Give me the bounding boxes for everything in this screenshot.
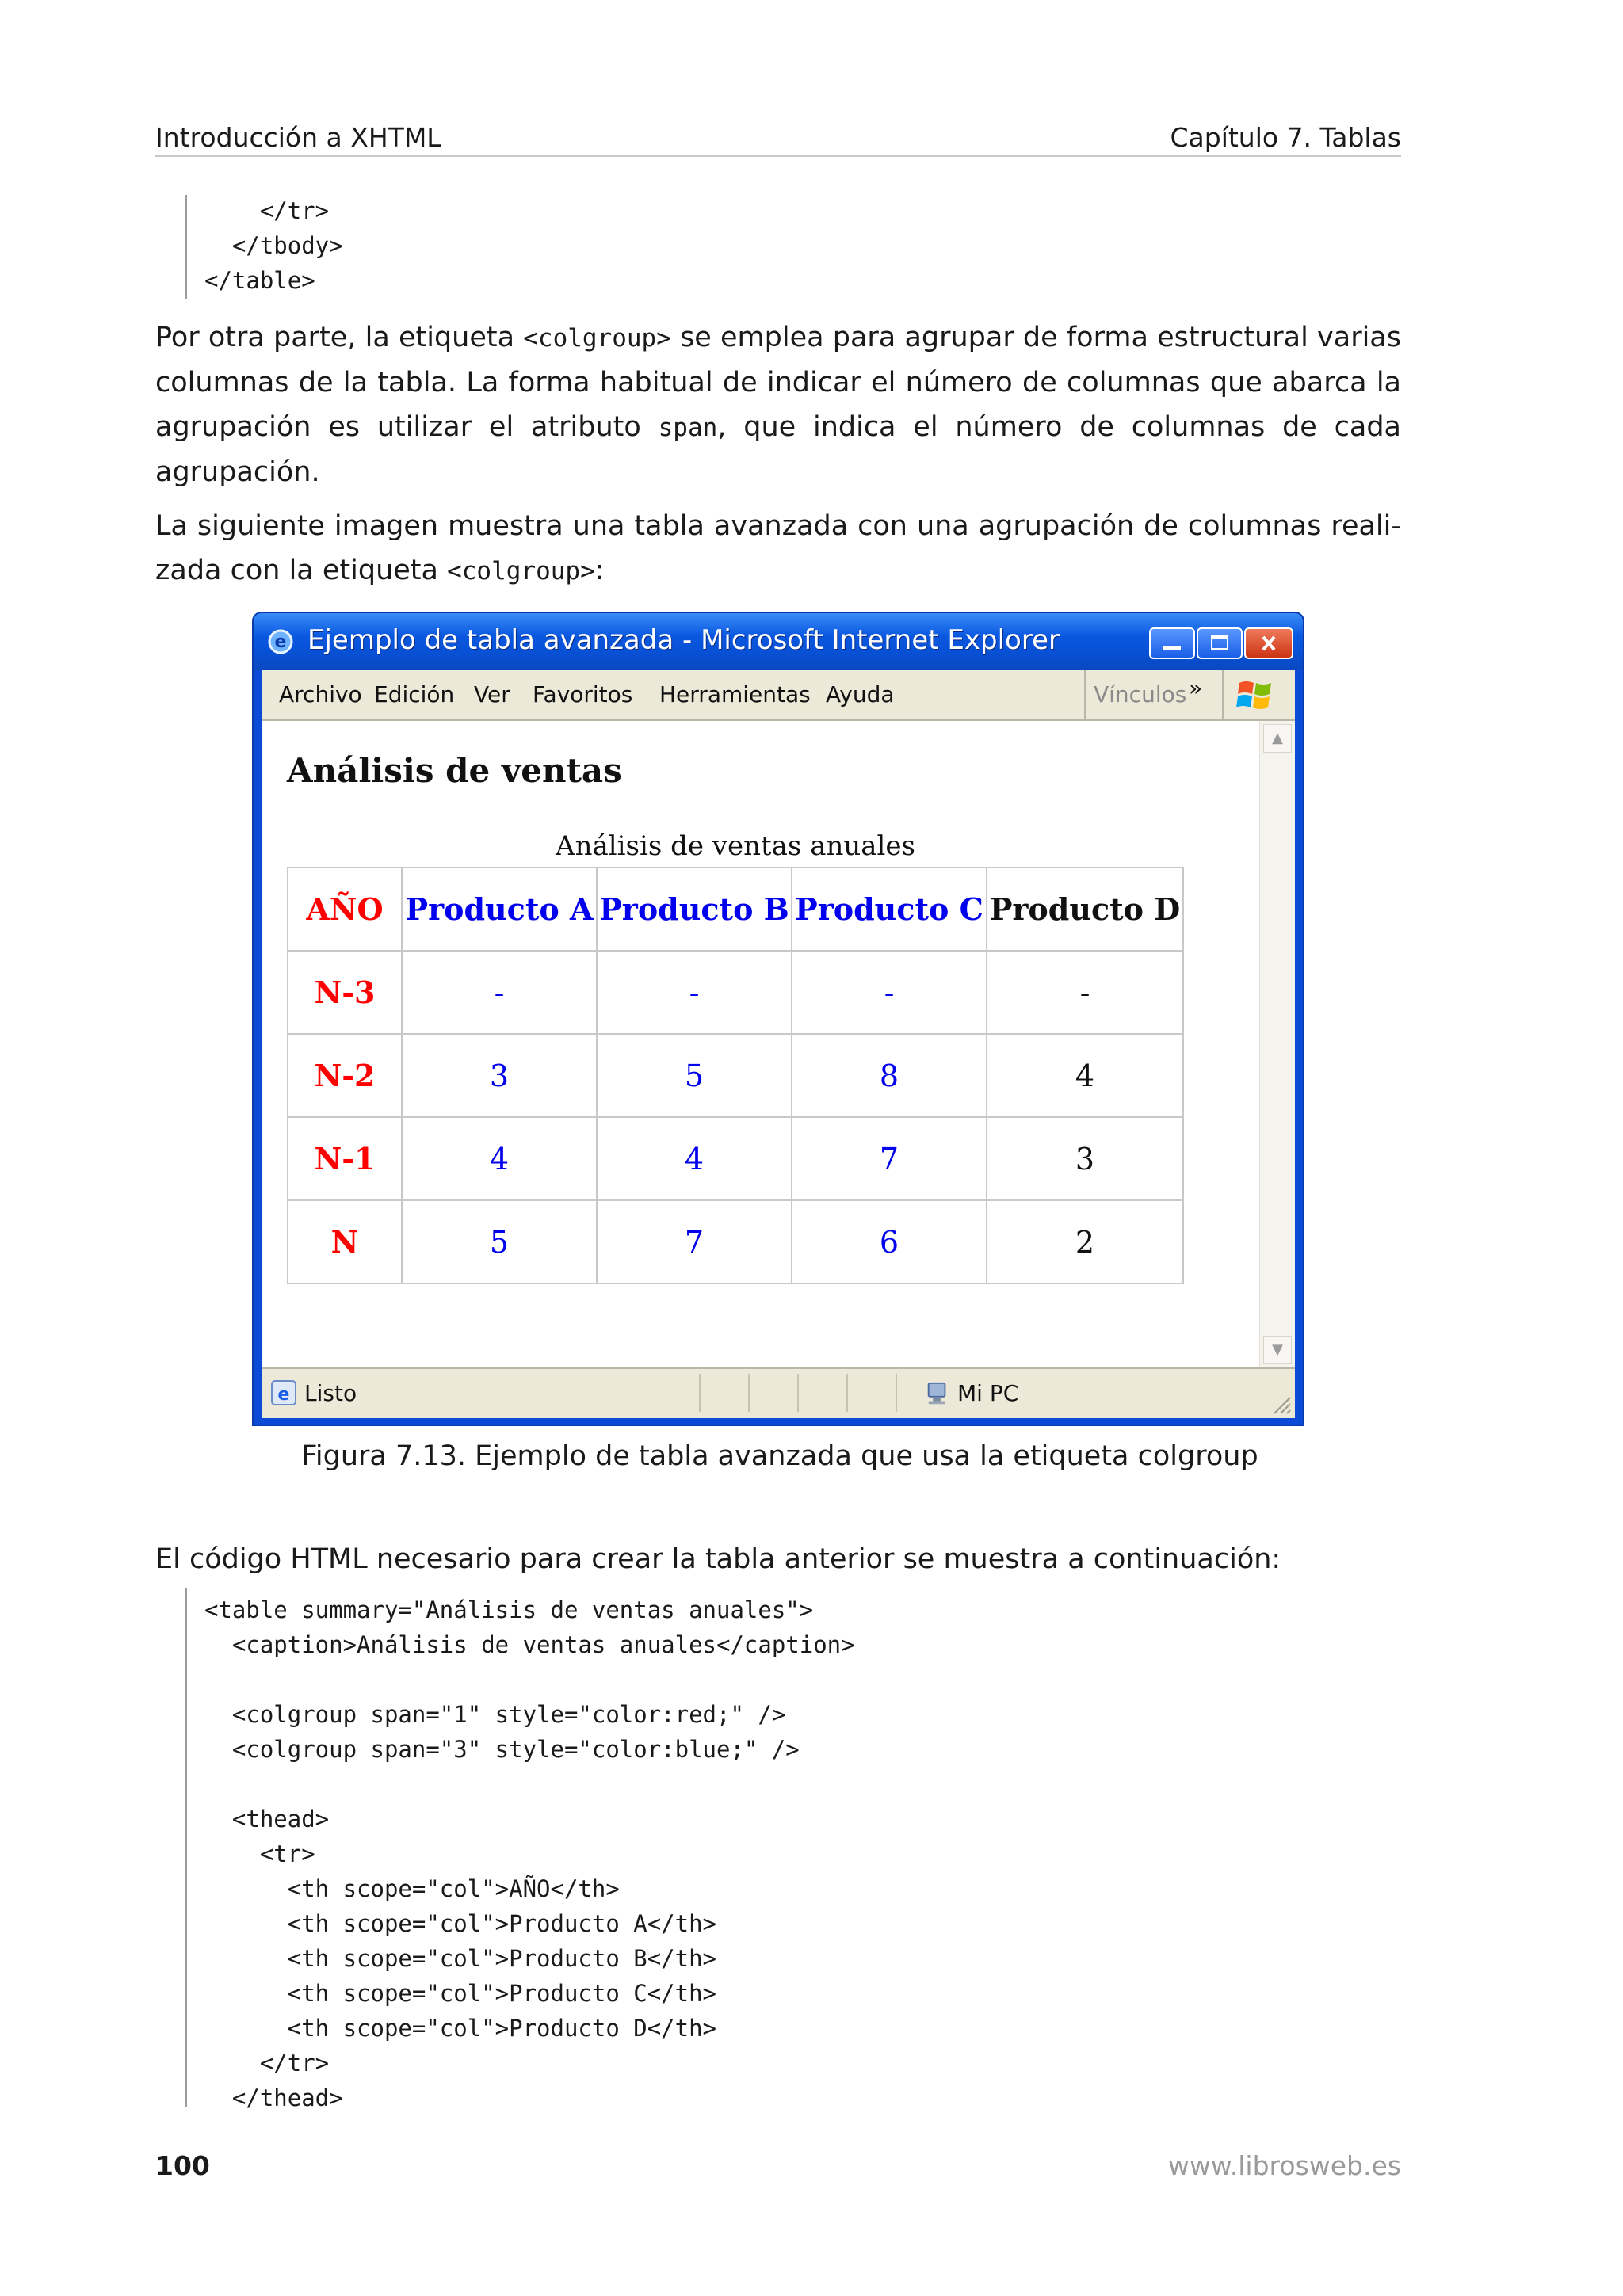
minimize-button[interactable] xyxy=(1149,627,1195,659)
menu-favoritos[interactable]: Favoritos xyxy=(533,681,633,707)
para-line: zada con la etiqueta <colgroup>: xyxy=(155,555,605,586)
paragraph-colgroup-intro xyxy=(155,315,1401,494)
running-header-chapter: Capítulo 7. Tablas xyxy=(1170,122,1401,153)
code-line: </tr> xyxy=(204,2050,330,2077)
table-cell: - xyxy=(987,951,1183,1034)
para-line: columnas de la tabla. La forma habitual de indicar el número de columnas que abarca la xyxy=(155,367,1401,399)
table-cell: - xyxy=(402,951,597,1034)
status-divider xyxy=(896,1374,897,1412)
code-block-top xyxy=(185,195,663,299)
menu-ayuda[interactable]: Ayuda xyxy=(826,681,895,707)
resize-grip-icon[interactable] xyxy=(1268,1391,1292,1415)
code-line: </table> xyxy=(204,267,315,294)
windows-logo-icon xyxy=(1235,675,1276,715)
menu-ver[interactable]: Ver xyxy=(474,681,510,707)
computer-icon xyxy=(924,1380,951,1407)
table-cell: 6 xyxy=(792,1200,987,1283)
status-divider xyxy=(699,1374,701,1412)
table-cell: 7 xyxy=(792,1117,987,1200)
links-label: Vínculos xyxy=(1094,681,1187,707)
para-line: Por otra parte, la etiqueta <colgroup> se emplea para agrupar de forma estructural varias xyxy=(155,322,1401,353)
code-line: <th scope="col">Producto A</th> xyxy=(204,1910,717,1937)
table-row xyxy=(288,1034,1183,1117)
status-text: Listo xyxy=(304,1380,357,1406)
code-line: <thead> xyxy=(204,1806,330,1833)
para-line: agrupación es utilizar el atributo span, que indica el número de columnas de cada xyxy=(155,411,1402,443)
code-line: </tr> xyxy=(204,197,330,224)
code-line: <th scope="col">Producto D</th> xyxy=(204,2015,717,2042)
links-toolbar[interactable] xyxy=(1084,670,1224,719)
footer-url: www.librosweb.es xyxy=(1167,2150,1401,2181)
browser-window xyxy=(252,612,1304,1426)
vertical-scrollbar[interactable] xyxy=(1259,721,1295,1367)
table-cell: 8 xyxy=(792,1034,987,1117)
table-caption: Análisis de ventas anuales xyxy=(556,830,915,862)
close-button[interactable] xyxy=(1244,627,1293,659)
column-header: Producto C xyxy=(792,868,987,951)
table-cell: 4 xyxy=(597,1117,792,1200)
browser-statusbar xyxy=(262,1367,1295,1418)
table-cell: 5 xyxy=(402,1200,597,1283)
code-line: <colgroup span="3" style="color:blue;" /> xyxy=(204,1736,800,1763)
close-icon xyxy=(1246,629,1292,658)
menu-archivo[interactable]: Archivo xyxy=(279,681,362,707)
column-header: Producto B xyxy=(597,868,792,951)
table-header-row xyxy=(288,868,1183,951)
sales-table xyxy=(287,867,1184,1284)
code-line: <table summary="Análisis de ventas anuales"> xyxy=(204,1596,814,1623)
code-line: <tr> xyxy=(204,1840,315,1867)
column-header: Producto A xyxy=(402,868,597,951)
code-line: <th scope="col">AÑO</th> xyxy=(204,1875,620,1902)
browser-menubar xyxy=(262,670,1295,721)
ie-logo-icon xyxy=(266,627,295,656)
table-cell: 4 xyxy=(402,1117,597,1200)
table-row xyxy=(288,1117,1183,1200)
table-cell: 4 xyxy=(987,1034,1183,1117)
table-cell: 5 xyxy=(597,1034,792,1117)
status-divider xyxy=(748,1374,750,1412)
column-header: AÑO xyxy=(288,868,402,951)
chevron-right-icon[interactable]: » xyxy=(1189,675,1203,701)
table-cell: 3 xyxy=(987,1117,1183,1200)
paragraph-code-intro: El código HTML necesario para crear la tabla anterior se muestra a continuación: xyxy=(155,1543,1281,1575)
scroll-up-button[interactable]: ▲ xyxy=(1263,724,1292,753)
table-cell: 3 xyxy=(402,1034,597,1117)
svg-text:e: e xyxy=(274,632,287,652)
svg-text:e: e xyxy=(277,1385,290,1405)
code-block-bottom xyxy=(185,1588,1138,2111)
code-line: </thead> xyxy=(204,2084,343,2111)
menu-herramientas[interactable]: Herramientas xyxy=(659,681,811,707)
browser-viewport xyxy=(262,721,1295,1367)
code-line: <th scope="col">Producto C</th> xyxy=(204,1980,717,2007)
maximize-button[interactable] xyxy=(1197,627,1243,659)
page-heading: Análisis de ventas xyxy=(287,751,622,790)
running-header-title: Introducción a XHTML xyxy=(155,122,441,153)
figure-caption: Figura 7.13. Ejemplo de tabla avanzada que usa la etiqueta colgroup xyxy=(301,1440,1258,1472)
table-row xyxy=(288,1200,1183,1283)
code-line: <caption>Análisis de ventas anuales</caption> xyxy=(204,1631,855,1658)
browser-title-bar xyxy=(254,613,1303,670)
paragraph-image-intro xyxy=(155,504,1401,593)
table-cell: - xyxy=(792,951,987,1034)
table-cell: 2 xyxy=(987,1200,1183,1283)
para-line: La siguiente imagen muestra una tabla avanzada con una agrupación de columnas reali- xyxy=(155,510,1401,542)
ie-page-icon xyxy=(269,1379,298,1407)
para-line: agrupación. xyxy=(155,456,320,488)
table-row xyxy=(288,951,1183,1034)
status-divider xyxy=(797,1374,799,1412)
table-cell: N-2 xyxy=(288,1034,402,1117)
scroll-down-button[interactable]: ▼ xyxy=(1263,1336,1292,1364)
table-cell: N-1 xyxy=(288,1117,402,1200)
page-number: 100 xyxy=(155,2150,210,2181)
code-line: </tbody> xyxy=(204,232,343,259)
menu-edicion[interactable]: Edición xyxy=(374,681,455,707)
status-divider xyxy=(846,1374,848,1412)
table-cell: N-3 xyxy=(288,951,402,1034)
table-cell: N xyxy=(288,1200,402,1283)
table-cell: 7 xyxy=(597,1200,792,1283)
browser-title: Ejemplo de tabla avanzada - Microsoft Internet Explorer xyxy=(307,624,1060,656)
code-line: <colgroup span="1" style="color:red;" /> xyxy=(204,1701,786,1728)
header-divider xyxy=(155,155,1401,157)
code-line: <th scope="col">Producto B</th> xyxy=(204,1945,717,1972)
security-zone: Mi PC xyxy=(957,1380,1019,1406)
column-header: Producto D xyxy=(987,868,1183,951)
table-cell: - xyxy=(597,951,792,1034)
